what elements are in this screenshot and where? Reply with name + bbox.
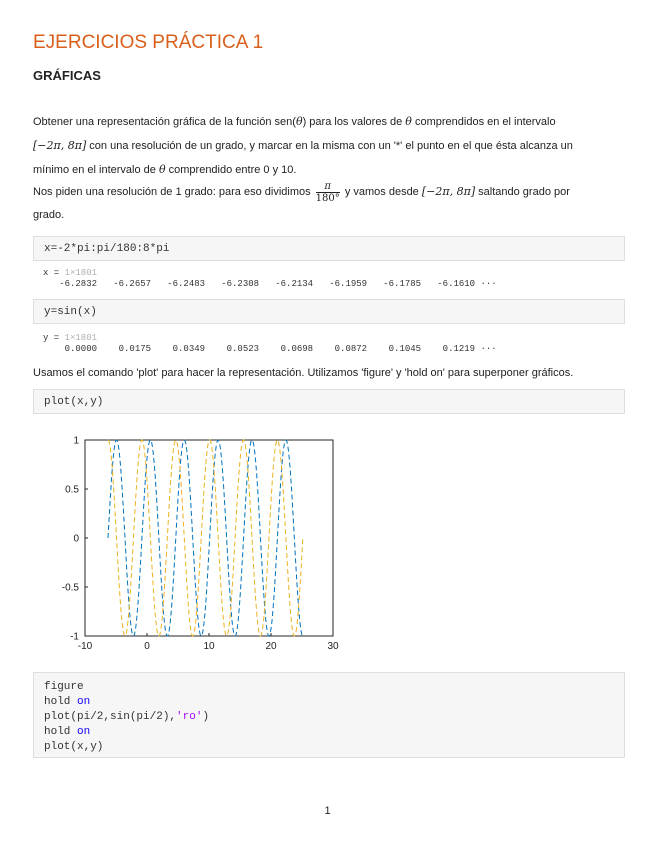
fraction-denominator: 180° xyxy=(315,192,340,204)
theta-symbol: θ xyxy=(158,163,166,176)
page-number: 1 xyxy=(324,805,331,817)
code-block-4[interactable] xyxy=(33,672,625,758)
code-block-1[interactable]: x=-2*pi:pi/180:8*pi xyxy=(33,236,625,261)
y-tick-label: 0 xyxy=(73,533,79,545)
section-title: GRÁFICAS xyxy=(33,68,101,83)
y-tick-label: -1 xyxy=(70,631,79,643)
y-tick-label: -0.5 xyxy=(61,582,79,594)
x-tick-label: 20 xyxy=(265,641,277,652)
code-block-2[interactable]: y=sin(x) xyxy=(33,299,625,324)
page-title: EJERCICIOS PRÁCTICA 1 xyxy=(33,32,264,53)
output-x xyxy=(43,268,497,290)
code-token: hold xyxy=(44,726,78,738)
keyword-token: on xyxy=(77,696,91,708)
plot-paragraph: Usamos el comando 'plot' para hacer la representación. Utilizamos 'figure' y 'hold on' para superponer gráficos. xyxy=(33,367,574,379)
sine-plot xyxy=(55,430,355,660)
text-span: ) para los valores de xyxy=(302,116,406,128)
code-token: ) xyxy=(202,711,210,723)
interval-math: [−2π, 8π] xyxy=(421,185,476,198)
text-span: comprendidos en el intervalo xyxy=(411,116,556,128)
text-span: comprendido entre 0 y 10. xyxy=(165,164,297,176)
x-tick-label: 10 xyxy=(203,641,215,652)
interval-math: [−2π, 8π] xyxy=(33,139,87,152)
theta-symbol: θ xyxy=(405,115,412,128)
output-values: 0.0000 0.0175 0.0349 0.0523 0.0698 0.0872 0.1045 0.1219 ··· xyxy=(43,344,497,354)
plot-axes-box xyxy=(85,440,333,636)
fraction-numerator: π xyxy=(316,181,340,193)
resolution-paragraph xyxy=(33,180,623,227)
text-span: con una resolución de un grado, y marcar en la misma con un '*' el punto en el que ésta alcanza un xyxy=(86,140,573,152)
x-tick-label: -10 xyxy=(77,641,93,652)
text-span: Nos piden una resolución de 1 grado: para eso dividimos xyxy=(33,186,314,198)
text-span: grado. xyxy=(33,209,65,221)
output-label: y = xyxy=(43,333,65,343)
text-span: mínimo en el intervalo de xyxy=(33,164,159,176)
code-token: plot(pi/2,sin(pi/2), xyxy=(44,711,177,723)
code-block-3[interactable]: plot(x,y) xyxy=(33,389,625,414)
pi-over-180-fraction xyxy=(316,181,340,204)
x-tick-label: 0 xyxy=(144,641,150,652)
code-token: figure xyxy=(44,681,84,693)
intro-paragraph xyxy=(33,110,623,182)
text-span: y vamos desde xyxy=(341,186,422,198)
output-y xyxy=(43,333,497,355)
output-label: x = xyxy=(43,268,65,278)
output-size: 1×1801 xyxy=(64,333,98,343)
code-token: plot(x,y) xyxy=(44,741,104,753)
text-span: saltando grado por xyxy=(475,186,570,198)
y-tick-label: 1 xyxy=(73,435,79,447)
x-tick-label: 30 xyxy=(327,641,339,652)
output-size: 1×1801 xyxy=(64,268,98,278)
keyword-token: on xyxy=(77,726,91,738)
text-span: Obtener una representación gráfica de la función sen( xyxy=(33,116,296,128)
string-token: 'ro' xyxy=(176,711,203,723)
y-tick-label: 0.5 xyxy=(65,484,79,496)
code-token: hold xyxy=(44,696,78,708)
output-values: -6.2832 -6.2657 -6.2483 -6.2308 -6.2134 -6.1959 -6.1785 -6.1610 ··· xyxy=(43,279,497,289)
theta-symbol: θ xyxy=(295,115,303,128)
